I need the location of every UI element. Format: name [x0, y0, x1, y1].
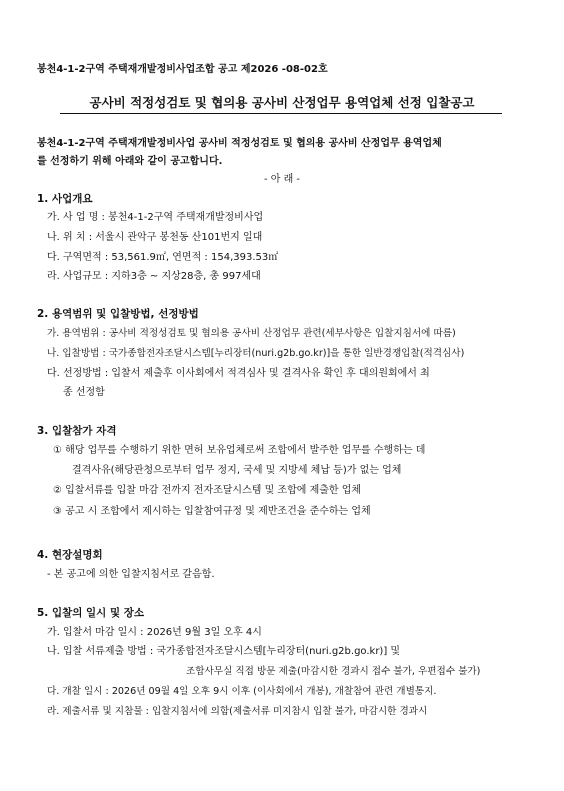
section3-item: ② 입찰서류를 입찰 마감 전까지 전자조달시스템 및 조합에 제출한 업체: [53, 485, 362, 496]
intro-line-1: 봉천4-1-2구역 주택재개발정비사업 공사비 적정성검토 및 협의용 공사비 산정업무 용역업체: [37, 138, 442, 149]
title-underline: [60, 113, 502, 114]
section2-heading: 2. 용역범위 및 입찰방법, 선정방법: [37, 308, 199, 320]
section5-item: 라. 제출서류 및 지참물 : 입찰지침서에 의함(제출서류 미지참시 입찰 불가, 마감시한 경과시: [47, 706, 428, 717]
section1-item: 다. 구역면적 : 53,561.9㎡, 연면적 : 154,393.53㎡: [47, 252, 279, 263]
section2-item: 가. 용역범위 : 공사비 적정성검토 및 협의용 공사비 산정업무 관련(세부사항은 입찰지침서에 따름): [47, 328, 456, 339]
section1-item: 나. 위 치 : 서울시 관악구 봉천동 산101번지 일대: [47, 232, 263, 243]
page-title: 공사비 적정성검토 및 협의용 공사비 산정업무 용역업체 선정 입찰공고: [89, 95, 475, 110]
section2-item: 다. 선정방법 : 입찰서 제출후 이사회에서 적격심사 및 결격사유 확인 후 대의원회에서 최: [47, 368, 430, 379]
section4-item: - 본 공고에 의한 입찰지침서로 갈음함.: [47, 569, 215, 580]
section3-heading: 3. 입찰참가 자격: [37, 425, 117, 437]
doc-number: 봉천4-1-2구역 주택재개발정비사업조합 공고 제2026 -08-02호: [37, 64, 328, 75]
section1-heading: 1. 사업개요: [37, 193, 93, 205]
section5-item-continued: 조합사무실 직접 방문 제출(마감시한 경과시 접수 불가, 우편접수 불가): [186, 666, 481, 677]
section5-item: 가. 입찰서 마감 일시 : 2026년 9월 3일 오후 4시: [47, 627, 262, 638]
section5-item: 다. 개찰 일시 : 2026년 09월 4일 오후 9시 이후 (이사회에서 개봉), 개찰참여 관련 개별통지.: [47, 686, 437, 697]
section2-item-continued: 종 선정함: [63, 387, 105, 398]
section3-item: ③ 공고 시 조합에서 제시하는 입찰참여규정 및 제반조건을 준수하는 업체: [53, 506, 371, 517]
section3-item: ① 해당 업무를 수행하기 위한 면허 보유업체로써 조합에서 발주한 업무를 수행하는 데: [53, 445, 426, 456]
section5-item: 나. 입찰 서류제출 방법 : 국가종합전자조달시스템[누리장터(nuri.g2b.go.kr)] 및: [47, 646, 401, 657]
section4-heading: 4. 현장설명회: [37, 549, 103, 561]
section3-item-continued: 결격사유(해당관청으로부터 업무 정지, 국세 및 지방세 체납 등)가 없는 업체: [72, 465, 402, 476]
section1-item: 가. 사 업 명 : 봉천4-1-2구역 주택재개발정비사업: [47, 212, 264, 223]
section5-heading: 5. 입찰의 일시 및 장소: [37, 607, 145, 619]
section1-item: 라. 사업규모 : 지하3층 ~ 지상28층, 총 997세대: [47, 271, 261, 282]
intro-line-2: 를 선정하기 위해 아래와 같이 공고합니다.: [37, 156, 223, 167]
section2-item: 나. 입찰방법 : 국가종합전자조달시스템[누리장터(nuri.g2b.go.kr)]을 통한 일반경쟁입찰(적격심사): [47, 348, 465, 359]
below-heading: - 아 래 -: [263, 174, 301, 185]
